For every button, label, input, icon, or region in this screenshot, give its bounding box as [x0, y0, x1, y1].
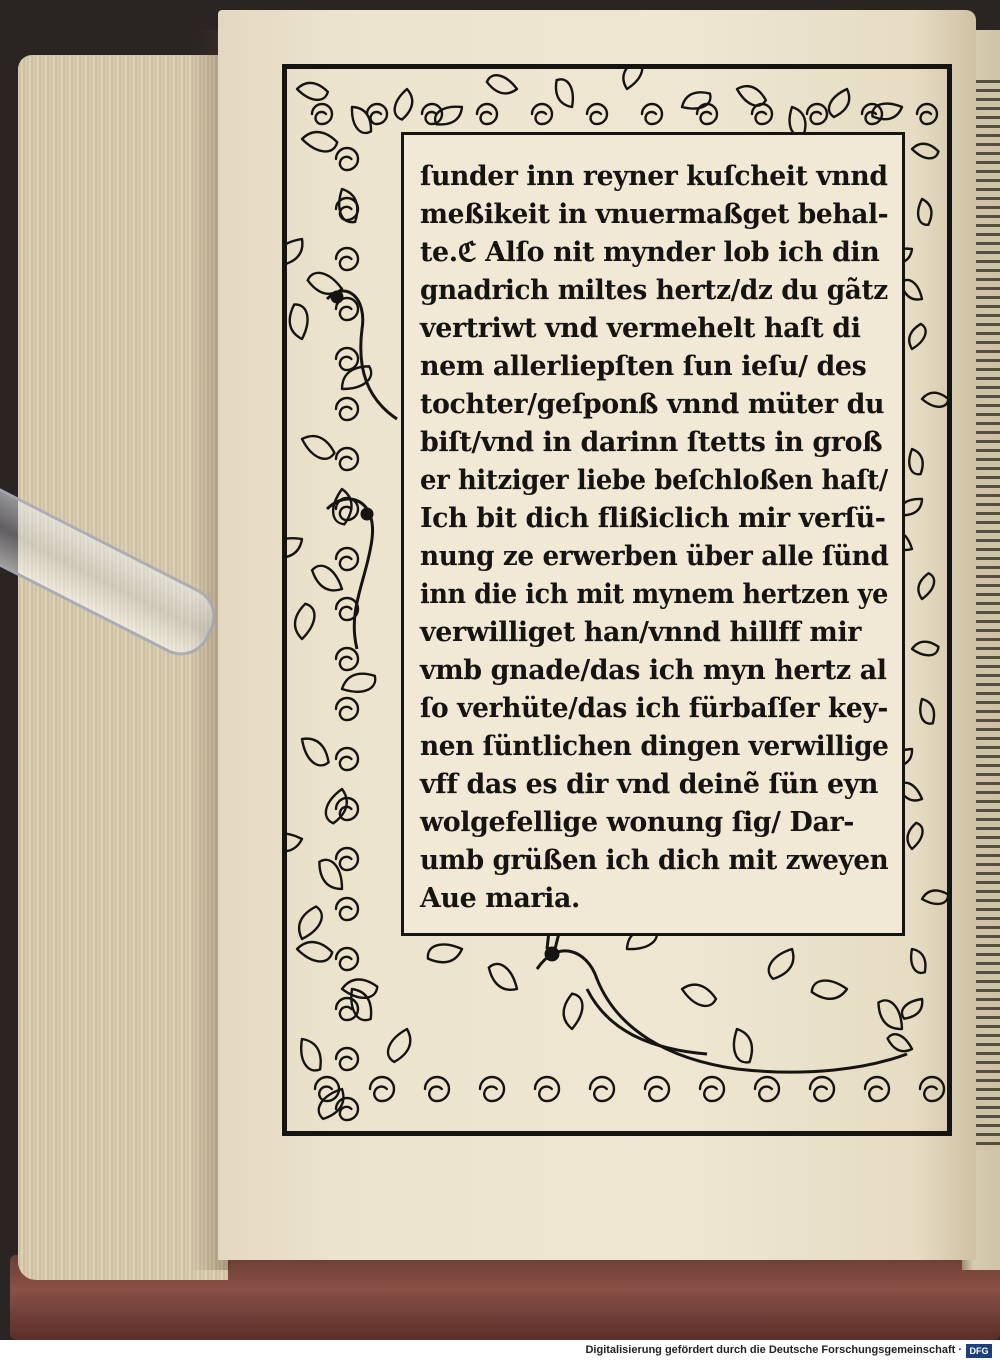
leaf-ornament [917, 572, 936, 600]
vine-swirl [336, 748, 358, 770]
leaf-ornament [385, 1026, 413, 1065]
vine-swirl [755, 1077, 779, 1101]
footer-bar [0, 1340, 1000, 1363]
text-line: tochter/geſponß vnnd müter du [420, 389, 885, 420]
leaf-ornament [431, 99, 466, 132]
leaf-ornament [295, 733, 335, 769]
leaf-ornament [486, 74, 519, 95]
leaf-ornament [885, 1032, 915, 1054]
leaf-ornament [287, 232, 308, 272]
text-line: Aue maria. [420, 883, 580, 914]
leaf-ornament [921, 887, 947, 908]
text-line: te.ℭ Alſo nit mynder lob ich din [420, 237, 880, 268]
leaf-ornament [903, 447, 927, 477]
vine-swirl [336, 998, 358, 1020]
leaf-ornament [302, 132, 337, 151]
leaf-ornament [287, 827, 304, 856]
vine-swirl [752, 104, 772, 124]
leaf-ornament [287, 302, 314, 341]
vine-swirl [807, 104, 827, 124]
leaf-ornament [871, 996, 910, 1034]
leaf-ornament [287, 529, 306, 565]
text-line: Ich bit dich flißiclich mir verſü- [420, 503, 886, 534]
vine-swirl [700, 1077, 724, 1101]
leaf-ornament [297, 942, 332, 961]
vine-swirl [590, 1077, 614, 1101]
vine-swirl [336, 1048, 358, 1070]
vine-swirl [425, 1077, 449, 1101]
leaf-ornament [425, 937, 465, 968]
leaf-ornament [869, 97, 904, 125]
vine-swirl [697, 104, 717, 124]
leaf-ornament [726, 1026, 759, 1066]
leaf-ornament [292, 1035, 328, 1075]
vine-swirl [917, 104, 937, 124]
vine-swirl [336, 248, 358, 270]
leaf-ornament [621, 69, 644, 91]
dfg-logo: DFG [966, 1344, 992, 1358]
facing-page-border [975, 80, 1000, 1150]
vine-swirl [810, 1077, 834, 1101]
text-line: wolgefellige wonung ſig/ Dar- [420, 807, 855, 838]
text-line: verwilliget han/vnnd hillff mir [420, 617, 862, 648]
vine-swirl [535, 1077, 559, 1101]
vine-swirl [336, 848, 358, 870]
leaf-ornament [298, 432, 337, 461]
leaf-ornament [295, 604, 314, 639]
leaf-ornament [907, 322, 928, 351]
leaf-ornament [339, 667, 379, 700]
text-line: inn die ich mit mynem hertzen ye [420, 579, 888, 610]
vine-swirl [865, 1077, 889, 1101]
vine-swirl [336, 348, 358, 370]
vine-swirl [336, 648, 358, 670]
text-line: ſunder inn reyner kuſcheit vnnd [420, 161, 888, 192]
leaf-ornament [295, 903, 324, 942]
vine-swirl [422, 104, 442, 124]
text-line: er hitziger liebe beſchloßen haſt/ [420, 465, 888, 496]
vine-swirl [480, 1077, 504, 1101]
vine-swirl [532, 104, 552, 124]
leaf-ornament [912, 144, 938, 159]
vine-swirl [645, 1077, 669, 1101]
leaf-ornament [394, 88, 413, 120]
leaf-ornament [907, 822, 923, 849]
leaf-ornament [826, 85, 853, 120]
leaf-ornament [549, 76, 581, 111]
leaf-ornament [312, 855, 351, 894]
leaf-ornament [914, 696, 940, 726]
leaf-ornament [483, 960, 523, 995]
leaf-ornament [765, 943, 798, 983]
vine-swirl [336, 448, 358, 470]
leaf-ornament [899, 993, 927, 1023]
leaf-ornament [922, 391, 947, 408]
leaf-ornament [913, 197, 935, 227]
vine-swirl [920, 1077, 944, 1101]
leaf-ornament [344, 103, 377, 137]
leaf-ornament [680, 982, 718, 1008]
vine-swirl [336, 398, 358, 420]
text-line: vff das es dir vnd deinẽ ſün eyn [420, 769, 879, 800]
leaf-ornament [911, 639, 940, 658]
vine-swirl [336, 698, 358, 720]
vine-swirl [312, 104, 332, 124]
vine-swirl [336, 948, 358, 970]
text-line: nem allerliepſten ſun ieſu/ des [420, 351, 867, 382]
vine-swirl [336, 548, 358, 570]
vine-swirl [642, 104, 662, 124]
text-line: meßikeit in vnuermaßget behal- [420, 199, 889, 230]
text-line: vmb gnade/das ich myn hertz al [420, 655, 887, 686]
vine-swirl [336, 898, 358, 920]
leaf-ornament [342, 985, 379, 1025]
text-line: umb grüßen ich dich mit zweyen [420, 845, 889, 876]
vine-swirl [477, 104, 497, 124]
leaf-ornament [904, 946, 931, 976]
text-line: vertriwt vnd vermehelt haſt di [420, 313, 861, 344]
leaf-ornament [810, 977, 848, 1002]
funding-credit: Digitalisierung gefördert durch die Deutsche Forschungsgemeinschaft · [585, 1344, 962, 1356]
text-line: biſt/vnd in darinn ſtetts in groß [420, 427, 883, 458]
vine-swirl [587, 104, 607, 124]
text-line: nung ze erwerben über alle ſünd [420, 541, 889, 572]
vine-swirl [367, 104, 387, 124]
leaf-ornament [562, 993, 584, 1030]
vine-swirl [336, 148, 358, 170]
text-line: nen ſüntlichen dingen verwillige [420, 731, 889, 762]
text-line: ſo verhüte/das ich fürbaſſer key- [420, 693, 888, 724]
vine-swirl [370, 1077, 394, 1101]
leaf-ornament [297, 83, 328, 100]
text-line: gnadrich miltes hertz/dz du gãtz [420, 275, 888, 306]
